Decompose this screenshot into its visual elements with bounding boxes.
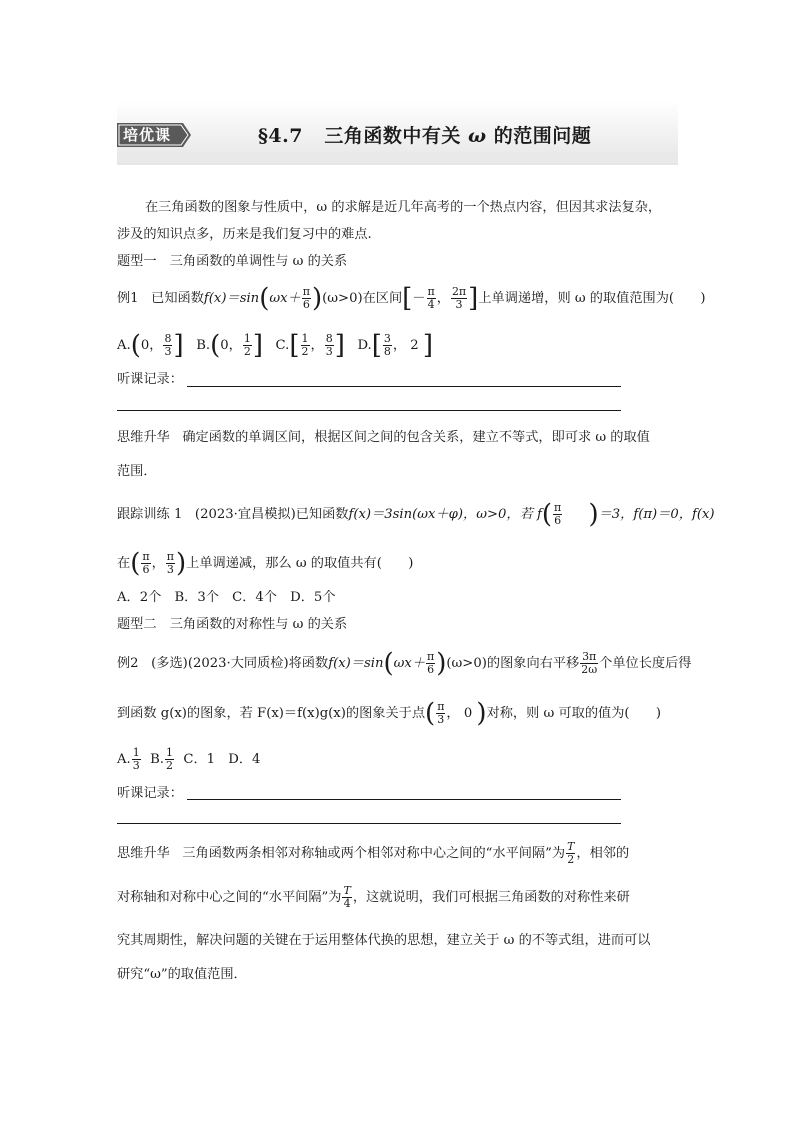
summary1-line-2: 范围． [117, 464, 157, 479]
text: ，这就说明，我们可根据三角函数的对称性来研 [352, 890, 630, 905]
denominator: 2 [567, 853, 575, 866]
denominator: 8 [383, 345, 391, 358]
practice1-line-2: 在( $\frac{\pi}{6}$ ， $\frac{\pi}{3}$ )上单调递减，那么 ω 的取值共有( ) [117, 548, 414, 579]
denominator: 6 [302, 298, 310, 311]
title-part: 三角函数中有关 [324, 125, 461, 147]
fraction [163, 333, 172, 358]
example1-options: A.(0， $\frac{8}{3}$ ] B.(0， $\frac{1}{2}$ ] C.[ $\frac{1}{2}$ ， $\frac{8}{3}$ ] D.[ $\frac{3}{8}$ ， 2 ] [117, 330, 434, 361]
numerator: π [427, 285, 435, 298]
summary-label: 思维升华 [117, 430, 170, 445]
denominator: 3 [132, 759, 140, 772]
option-label: B. [150, 752, 164, 767]
fraction [426, 651, 435, 676]
math: f(x)＝sin [203, 291, 260, 306]
listen-record-label: 听课记录： [117, 372, 183, 387]
fraction [165, 747, 174, 772]
denominator: 3 [437, 713, 445, 726]
denominator: 3 [325, 345, 333, 358]
text: C．1 D．4 [183, 752, 261, 767]
text: (ω>0)在区间 [322, 291, 403, 306]
example-label: 例1 [117, 291, 139, 306]
text: 2 [410, 338, 419, 353]
denominator: 2ω [581, 663, 598, 676]
text: 0， [220, 338, 242, 353]
text: 已知函数 [151, 291, 204, 306]
denominator: 3 [164, 345, 172, 358]
denominator: 3 [455, 298, 463, 311]
numerator: π [302, 285, 310, 298]
title-omega: ω [468, 125, 487, 147]
fraction [243, 333, 252, 358]
example2-line-1: 例2 (多选)(2023·大同质检)将函数f(x)＝sin(ωx＋ $\frac{\pi}{6}$ )(ω>0)的图象向右平移 $\frac{3\pi}{2\omega}$ 个单位长度后得 [117, 648, 692, 679]
math: ＝3，f(π)＝0，f(x) [598, 507, 715, 522]
numerator: 8 [164, 332, 172, 345]
summary-label: 思维升华 [117, 846, 170, 861]
text: ，相邻的 [576, 846, 630, 861]
intro-line-1: 在三角函数的图象与性质中，ω 的求解是近几年高考的一个热点内容，但因其求法复杂， [145, 200, 662, 215]
text: 确定函数的单调区间，根据区间之间的包含关系，建立不等式，即可求 ω 的取值 [182, 430, 650, 445]
numerator: 2π [451, 285, 467, 298]
practice1-options: A．2个 B．3个 C．4个 D．5个 [117, 590, 336, 605]
fraction [141, 551, 150, 576]
example1-question: 例1 已知函数f(x)＝sin(ωx＋ $\frac{\pi}{6}$ )(ω>0)在区间[－ $\frac{\pi}{4}$ ， $\frac{2\pi}{3}$ ]上单调递增，则 ω 的取值范围为( ) [117, 283, 706, 314]
numerator: π [554, 501, 562, 514]
text: 到函数 g(x)的图象，若 F(x)＝f(x)g(x)的图象关于点 [117, 706, 426, 721]
option-label: A. [117, 752, 131, 767]
fraction [553, 502, 562, 527]
numerator: π [437, 700, 445, 713]
text: (2023·宜昌模拟)已知函数 [194, 507, 349, 522]
type1-heading: 题型一 三角函数的单调性与 ω 的关系 [117, 254, 348, 269]
practice1-line-1: 跟踪训练 1 (2023·宜昌模拟)已知函数f(x)＝3sin(ωx＋φ)，ω>0，若 f( $\frac{\pi}{6}$ )＝3，f(π)＝0，f(x) [117, 499, 715, 530]
denominator: 6 [554, 514, 562, 527]
summary2-line-3: 究其周期性，解决问题的关键在于运用整体代换的思想，建立关于 ω 的不等式组，进而可以 [117, 933, 651, 948]
section-tag-label: 培优课 [123, 126, 172, 144]
text: 个单位长度后得 [599, 656, 692, 671]
text: － [412, 291, 426, 306]
denominator: 6 [427, 663, 435, 676]
fraction [342, 885, 351, 910]
example-label: 例2 [117, 656, 139, 671]
fraction [132, 747, 141, 772]
summary2-line-1 [117, 841, 629, 866]
text: 三角函数两条相邻对称轴或两个相邻对称中心之间的“水平间隔”为 [182, 846, 566, 861]
numerator: 3π [582, 650, 597, 663]
fraction [325, 333, 334, 358]
text: 对称轴和对称中心之间的“水平间隔”为 [117, 890, 342, 905]
math: f(x)＝sin [328, 656, 384, 671]
text: 0 [463, 706, 473, 721]
text: 在 [117, 556, 131, 571]
numerator: π [142, 550, 150, 563]
listen-record-label: 听课记录： [117, 786, 183, 801]
fraction [451, 286, 467, 311]
fraction [383, 333, 392, 358]
section-tag [117, 123, 191, 147]
numerator: 1 [132, 746, 140, 759]
option-label: B. [196, 338, 211, 353]
option-label: A. [117, 338, 131, 353]
fraction [301, 333, 310, 358]
section-number: §4.7 [258, 125, 303, 147]
numerator: π [166, 550, 174, 563]
text: (多选)(2023·大同质检)将函数 [151, 656, 329, 671]
numerator: T [343, 884, 351, 897]
text: 上单调递减，那么 ω 的取值共有( ) [186, 556, 414, 571]
page-title [258, 121, 591, 148]
title-part: 的范围问题 [493, 125, 592, 147]
text: (ω>0)的图象向右平移 [446, 656, 580, 671]
numerator: T [567, 840, 575, 853]
fraction [166, 551, 175, 576]
summary1-line-1 [117, 428, 650, 448]
denominator: 4 [427, 298, 435, 311]
example2-options [117, 747, 260, 772]
summary2-line-4: 研究“ω”的取值范围． [117, 967, 247, 982]
numerator: 1 [301, 332, 309, 345]
fraction [302, 286, 311, 311]
type2-heading: 题型二 三角函数的对称性与 ω 的关系 [117, 617, 348, 632]
text: 对称，则 ω 可取的值为( ) [486, 706, 662, 721]
fraction [566, 841, 575, 866]
math: ωx＋ [269, 291, 301, 306]
math: ωx＋ [393, 656, 426, 671]
numerator: 1 [166, 746, 173, 759]
intro-line-2: 涉及的知识点多，历来是我们复习中的难点. [117, 227, 372, 242]
notes-line[interactable] [187, 799, 621, 800]
denominator: 4 [343, 897, 351, 910]
fraction [436, 701, 445, 726]
denominator: 6 [142, 563, 150, 576]
header-underline [117, 153, 678, 163]
denominator: 2 [301, 345, 309, 358]
math: f [537, 507, 542, 522]
practice-label: 跟踪训练 1 [117, 507, 183, 522]
summary2-line-2 [117, 885, 630, 910]
notes-line[interactable] [117, 410, 621, 411]
option-label: D. [357, 338, 372, 353]
numerator: 8 [325, 332, 333, 345]
fraction [427, 286, 436, 311]
math: f(x)＝3sin(ωx＋φ)，ω>0，若 [348, 507, 533, 522]
notes-line[interactable] [187, 386, 621, 387]
text: 0， [140, 338, 163, 353]
option-label: C. [275, 338, 290, 353]
example2-line-2: 到函数 g(x)的图象，若 F(x)＝f(x)g(x)的图象关于点( $\frac{\pi}{3}$ ， 0 )对称，则 ω 可取的值为( ) [117, 698, 662, 729]
numerator: 3 [383, 332, 391, 345]
notes-line[interactable] [117, 823, 621, 824]
numerator: π [427, 650, 435, 663]
denominator: 2 [243, 345, 251, 358]
text: 上单调递增，则 ω 的取值范围为( ) [478, 291, 706, 306]
denominator: 2 [166, 759, 173, 772]
denominator: 3 [166, 563, 174, 576]
numerator: 1 [243, 332, 251, 345]
fraction [580, 651, 598, 676]
